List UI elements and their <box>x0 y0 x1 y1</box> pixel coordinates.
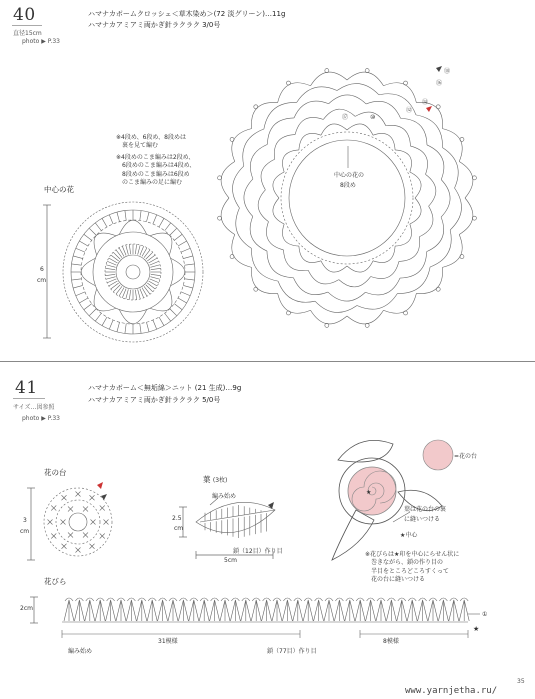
yarn-line-2: ハマナカアミアミ両かぎ針ラクラク 5/0号 <box>88 396 221 404</box>
pattern-number-40: 40 <box>13 5 36 25</box>
petal-instructions: ※花びらは★印を中心にらせん状に 巻きながら、鎖の作り目の 半目をところどころすくって 花の台に縫いつける <box>365 551 460 584</box>
leaf-start: 編み始め <box>212 493 237 500</box>
petals-label: 花びら <box>44 577 67 586</box>
center-mark: ★中心 <box>400 532 418 539</box>
note-rows: ※4段め、6段め、8段めは 裏を見て編む ※4段めのこま編みは2段め、 6段めのこま編みは4段め、 8段めのこま編みは6段め のこま編みの足に編む <box>116 134 196 187</box>
petals-repeat-31: 31模様 <box>158 638 178 645</box>
photo-ref: photo ▶ P.33 <box>22 38 60 45</box>
leaf-dim-unit: cm <box>174 525 184 532</box>
base-label: 花の台 <box>44 468 67 477</box>
leaf-sew-note-1: 葉は花の台の裏 <box>404 506 447 513</box>
size-label: サイズ…図参照 <box>13 404 55 411</box>
leaf-chart <box>179 498 275 559</box>
leaf-chain: 鎖（12目）作り目 <box>233 548 283 555</box>
svg-text:★: ★ <box>366 489 372 496</box>
row-number: ⑰ <box>342 114 349 121</box>
center-flower-label: 中心の花 <box>44 185 74 194</box>
base-legend-swatch <box>423 440 453 470</box>
leaf-width: 5cm <box>224 557 237 564</box>
row-number: ⑭ <box>422 99 429 106</box>
row-number: ⑫ <box>406 107 413 114</box>
photo-ref: photo ▶ P.33 <box>22 415 60 422</box>
yarn-line-1: ハマナカボームクロッシェ＜草木染め＞(72 淡グリーン)…11g <box>88 10 286 18</box>
page-number: 35 <box>517 678 525 685</box>
watermark: www.yarnjetha.ru/ <box>405 686 498 696</box>
center-annotation-2: 8段め <box>340 182 356 189</box>
legend-base: =花の台 <box>454 453 478 460</box>
svg-text:★: ★ <box>473 625 480 633</box>
base-unit: cm <box>20 528 30 535</box>
leaf-dim: 2.5 <box>172 515 182 522</box>
yarn-line-2: ハマナカアミアミ両かぎ針ラクラク 3/0号 <box>88 21 221 29</box>
size-label: 直径15cm <box>13 30 42 37</box>
pattern-number-41: 41 <box>15 378 38 398</box>
center-annotation-1: 中心の花の <box>334 172 365 179</box>
leaf-label: 葉 (3枚) <box>203 475 228 484</box>
petals-repeat-8: 8模様 <box>383 638 399 645</box>
petals-chart <box>62 598 480 638</box>
row-number: ⑩ <box>370 114 376 121</box>
row-number: ⑯ <box>436 80 443 87</box>
petals-chain: 鎖（77目）作り目 <box>267 648 317 655</box>
petals-dim: 2cm <box>20 605 33 612</box>
row-number: ⑱ <box>444 68 451 75</box>
yarn-line-1: ハマナカボーム＜無垢綿＞ニット (21 生成)…9g <box>88 384 242 392</box>
petals-start: 編み始め <box>68 648 93 655</box>
dim-unit: cm <box>37 277 47 284</box>
dim-value: 6 <box>40 266 44 273</box>
flower-base-chart <box>44 488 112 556</box>
base-dim: 3 <box>23 517 27 524</box>
row-number: ① <box>482 611 488 618</box>
leaf-sew-note-2: に縫いつける <box>404 516 441 523</box>
